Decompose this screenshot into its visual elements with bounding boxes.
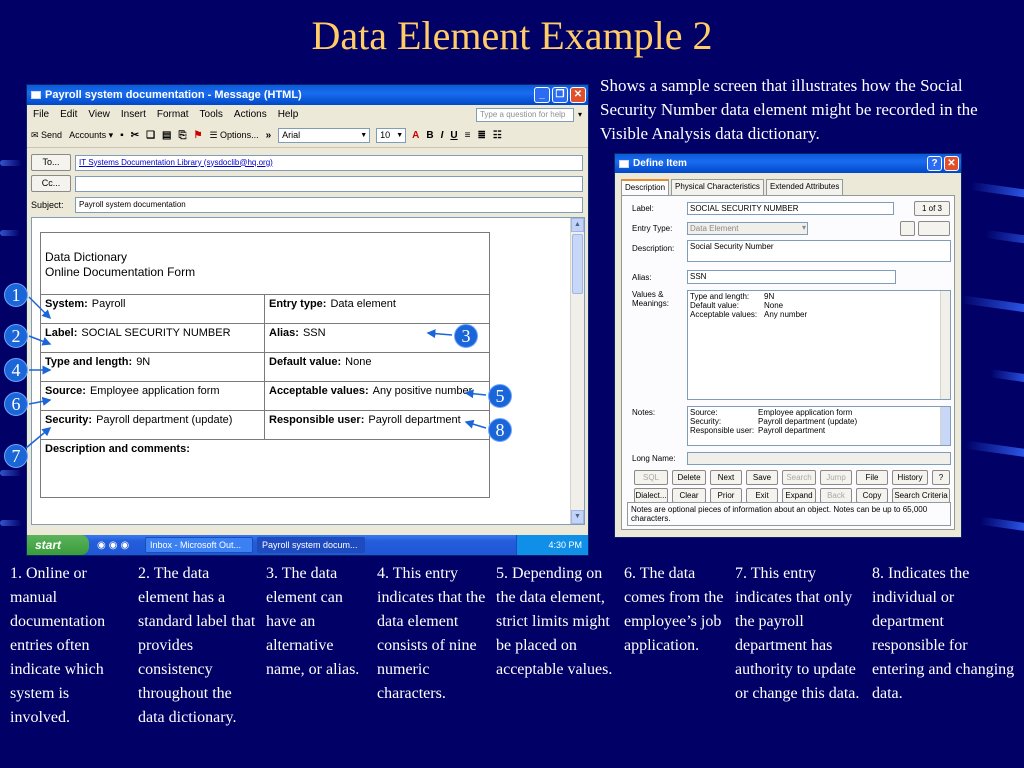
description-field-label: Description: [632,244,675,253]
callout-1: 1 [4,283,28,307]
bold-icon[interactable]: B [426,130,434,141]
scroll-down-icon[interactable]: ▼ [571,510,584,524]
values-key: Acceptable values: [690,310,758,319]
values-label-line2: Meanings: [632,299,669,308]
subject-field[interactable]: Payroll system documentation [75,197,583,213]
file-button[interactable]: File [856,470,888,485]
default-value-value: None [345,356,372,368]
responsible-user-label: Responsible user: [269,414,365,426]
taskbar-payroll[interactable]: Payroll system docum... [257,537,365,553]
entry-type-label: Entry type: [269,298,327,310]
attach-icon[interactable]: ⎘ [178,130,187,141]
callout-arrow-3 [428,333,452,335]
alias-input[interactable]: SSN [687,270,896,284]
tab-description[interactable]: Description [621,179,669,195]
label-field-label: Label: [632,204,654,213]
alias-field-label: Alias: [632,273,652,282]
notes-val: Payroll department (update) [758,417,858,426]
chevron-down-icon: ▼ [360,132,368,139]
menu-insert[interactable]: Insert [120,109,146,120]
callout-arrow-8 [466,422,486,428]
underline-icon[interactable]: U [450,130,458,141]
entry-type-field-label: Entry Type: [632,224,673,233]
chevron-down-icon: ▾ [801,223,806,232]
taskbar-inbox[interactable]: Inbox - Microsoft Out... [145,537,253,553]
send-button[interactable]: ✉ Send [31,130,63,140]
font-color-icon[interactable]: A [412,130,420,141]
caption-4: 4. This entry indicates that the data element consists of nine numeric characters. [377,565,486,702]
dialog-title: Define Item [633,158,687,169]
notes-key: Source: [690,408,718,417]
label-value: SOCIAL SECURITY NUMBER [81,327,231,339]
options-button[interactable]: ☰ Options... [209,130,259,140]
responsible-user-value: Payroll department [368,414,461,426]
source-label: Source: [45,385,86,397]
acceptable-values-value: Any positive number [372,385,473,397]
italic-icon[interactable]: I [440,130,444,141]
system-value: Payroll [91,298,126,310]
values-val: Any number [764,310,808,319]
exit-button[interactable]: Exit [746,488,778,503]
help-button[interactable]: ? [927,156,942,171]
menu-edit[interactable]: Edit [60,109,78,120]
help-question-button[interactable]: ? [932,470,950,485]
tab-physical-characteristics[interactable]: Physical Characteristics [671,179,764,195]
font-value: Arial [282,130,301,140]
caption-8: 8. Indicates the individual or department responsible for entering and changing data. [872,565,1015,702]
alias-value: SSN [302,327,326,339]
dialect-button[interactable]: Dialect... [634,488,668,503]
paste-icon[interactable]: ▤ [162,130,172,141]
entry-type-select-value: Data Element [690,224,739,233]
copy-icon[interactable]: ❏ [146,130,156,141]
type-length-label: Type and length: [45,356,133,368]
toolbar-overflow-icon[interactable]: » [265,130,272,141]
acceptable-values-label: Acceptable values: [269,385,369,397]
subject-label: Subject: [31,199,64,210]
security-label: Security: [45,414,93,426]
callout-5: 5 [488,384,512,408]
long-name-field-label: Long Name: [632,454,676,463]
minimize-button[interactable]: _ [534,87,550,103]
menu-format[interactable]: Format [156,109,189,120]
align-left-icon[interactable]: ≡ [464,130,471,141]
callout-7: 7 [4,444,28,468]
notes-key: Responsible user: [690,426,755,435]
to-button[interactable]: To... [31,154,71,171]
callout-arrow-1 [29,297,50,318]
menu-file[interactable]: File [33,109,50,120]
callout-2: 2 [4,324,28,348]
default-value-label: Default value: [269,356,342,368]
search-criteria-button[interactable]: Search Criteria [892,488,950,503]
chevron-down-icon: ▼ [396,132,404,139]
entry-type-value: Data element [330,298,396,310]
form-heading-line2: Online Documentation Form [45,265,196,279]
expand-button[interactable]: Expand [782,488,816,503]
values-val: None [764,301,784,310]
to-field[interactable]: IT Systems Documentation Library (sysdoclib@hq.org) [75,155,583,171]
callout-arrow-7 [26,428,50,448]
type-length-value: 9N [136,356,151,368]
caption-6: 6. The data comes from the employee’s job application. [624,565,724,654]
caption-5: 5. Depending on the data element, strict limits might be placed on acceptable values. [496,565,613,678]
values-label-line1: Values & [632,290,664,299]
close-button[interactable]: ✕ [570,87,586,103]
save-button[interactable]: Save [746,470,778,485]
callout-4: 4 [4,358,28,382]
values-key: Type and length: [690,292,750,301]
menu-actions[interactable]: Actions [233,109,267,120]
notes-field-label: Notes: [632,408,656,417]
callout-arrow-5 [466,393,486,395]
callout-arrow-2 [29,336,50,344]
back-button[interactable]: Back [820,488,852,503]
scroll-up-icon[interactable]: ▲ [571,218,584,232]
sql-button[interactable]: SQL [634,470,668,485]
menu-tools[interactable]: Tools [199,109,223,120]
description-comments-label: Description and comments: [45,443,190,455]
help-search-input[interactable]: Type a question for help [476,108,574,122]
send-label: Send [41,130,63,140]
accounts-button[interactable]: Accounts ▾ [69,130,114,140]
menu-help[interactable]: Help [277,109,299,120]
search-button[interactable]: Search [782,470,816,485]
slide-title: Data Element Example 2 [311,13,713,58]
caption-7: 7. This entry indicates that only the payroll department has authority to update or change this data. [735,565,860,702]
menu-view[interactable]: View [88,109,110,120]
caption-1: 1. Online or manual documentation entries often indicate which system is involved. [10,565,106,726]
callout-8: 8 [488,418,512,442]
callout-3: 3 [454,324,478,348]
window-title: Payroll system documentation - Message (HTML) [45,89,302,101]
history-button[interactable]: History [892,470,928,485]
notes-val: Employee application form [758,408,853,417]
alias-label: Alias: [269,327,299,339]
accounts-label: Accounts [69,130,107,140]
prior-button[interactable]: Prior [710,488,742,503]
security-value: Payroll department (update) [96,414,233,426]
font-size-value: 10 [380,130,391,140]
save-icon[interactable]: ▪ [120,130,124,141]
quick-launch-icons[interactable]: ◉◉◉ [97,539,133,551]
notes-val: Payroll department [758,426,826,435]
cut-icon[interactable]: ✂ [130,130,140,141]
callout-arrow-6 [29,400,50,404]
dialog-footer-note: Notes are optional pieces of information about an object. Notes can be up to 65,000 characters. [627,502,951,526]
label-input[interactable]: SOCIAL SECURITY NUMBER [687,202,894,215]
callout-6: 6 [4,392,28,416]
notes-key: Security: [690,417,722,426]
caption-2: 2. The data element has a standard label that provides consistency throughout the data dictionary. [138,565,256,726]
bullets-icon[interactable]: ☷ [492,130,502,141]
cc-button[interactable]: Cc... [31,175,71,192]
jump-button[interactable]: Jump [820,470,852,485]
maximize-button[interactable]: ❐ [552,87,568,103]
dialog-close-button[interactable]: ✕ [944,156,959,171]
label-label: Label: [45,327,78,339]
copy-button[interactable]: Copy [856,488,888,503]
start-button[interactable]: start [27,535,89,555]
form-heading-line1: Data Dictionary [45,250,128,264]
description-input[interactable]: Social Security Number [687,240,951,262]
values-key: Default value: [690,301,739,310]
next-button[interactable]: Next [710,470,742,485]
options-label: Options... [220,130,259,140]
tab-extended-attributes[interactable]: Extended Attributes [766,179,843,195]
source-value: Employee application form [89,385,220,397]
flag-icon[interactable]: ⚑ [193,130,203,141]
clock: 4:30 PM [516,535,588,555]
chevron-down-icon[interactable]: ▾ [577,110,582,119]
caption-3: 3. The data element can have an alternative name, or alias. [266,565,360,678]
slide-intro-text: Shows a sample screen that illustrates how the Social Security Number data element might be recorded in the Visible Analysis data dictionary. [600,76,978,143]
values-val: 9N [764,292,775,301]
clear-button[interactable]: Clear [672,488,706,503]
counter-display: 1 of 3 [914,201,950,216]
align-center-icon[interactable]: ≣ [477,130,486,141]
delete-button[interactable]: Delete [672,470,706,485]
system-label: System: [45,298,88,310]
